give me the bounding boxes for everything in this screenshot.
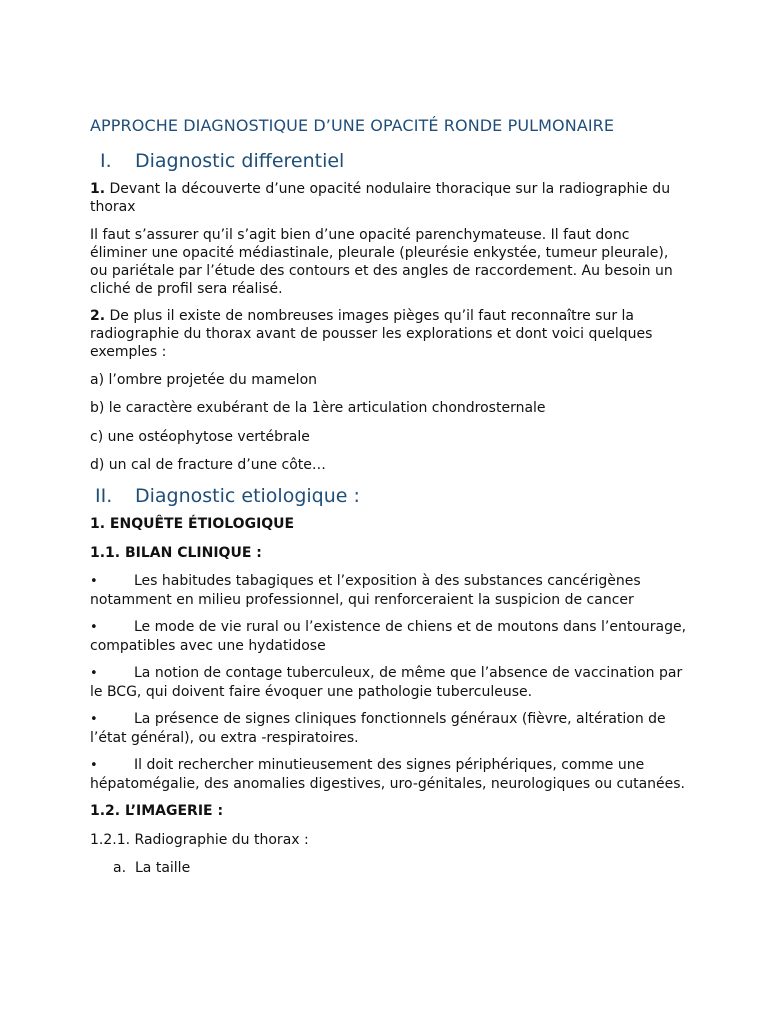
subheading-radiographie: 1.2.1. Radiographie du thorax : [90,832,309,848]
paragraph-1-text: Devant la découverte d’une opacité nodulaire thoracique sur la radiographie du thorax [90,181,671,215]
alpha-list-letter: a. [113,860,127,876]
example-item: b) le caractère exubérant de la 1ère articulation chondrosternale [90,400,546,416]
bullet-text: Les habitudes tabagiques et l’exposition à des substances cancérigènes notamment en milieu professionnel, qui renforceraient la suspicion de cancer [90,573,641,608]
paragraph-3-number: 2. [90,308,106,324]
section-2-title: Diagnostic etiologique : [135,485,360,507]
bullet-text: La notion de contage tuberculeux, de même que l’absence de vaccination par le BCG, qui doivent faire évoquer une pathologie tuberculeuse. [90,665,683,700]
subheading-enquete: 1. ENQUÊTE ÉTIOLOGIQUE [90,516,295,532]
bullet-icon: • [90,758,98,773]
bullet-item [90,618,690,655]
bullet-icon: • [90,620,98,635]
paragraph-2: Il faut s’assurer qu’il s’agit bien d’une opacité parenchymateuse. Il faut donc éliminer une opacité médiastinale, pleurale (pleurésie enkystée, tumeur pleurale), ou pariétale par l’étude des contours et des angles de raccordement. Au besoin un cliché de profil sera réalisé. [90,227,673,297]
bullet-icon: • [90,666,98,681]
example-item: a) l’ombre projetée du mamelon [90,372,318,388]
paragraph-3 [90,307,690,361]
bullet-text: Il doit rechercher minutieusement des signes périphériques, comme une hépatomégalie, des anomalies digestives, uro-génitales, neurologiques ou cutanées. [90,757,685,792]
section-1-title: Diagnostic differentiel [135,150,345,172]
bullet-item [90,572,690,609]
alpha-list-item [113,859,190,877]
bullet-text: La présence de signes cliniques fonctionnels généraux (fièvre, altération de l’état général), ou extra -respiratoires. [90,711,666,746]
section-1-heading [90,150,344,172]
bullet-item [90,710,690,747]
paragraph-1-number: 1. [90,181,106,197]
section-2-heading [90,485,360,507]
example-item: d) un cal de fracture d’une côte… [90,457,326,473]
document-title: APPROCHE DIAGNOSTIQUE D’UNE OPACITÉ RONDE PULMONAIRE [90,116,615,135]
bullet-text: Le mode de vie rural ou l’existence de chiens et de moutons dans l’entourage, compatibles avec une hydatidose [90,619,687,654]
bullet-item [90,664,690,701]
paragraph-1 [90,180,690,216]
subheading-bilan-clinique: 1.1. BILAN CLINIQUE : [90,545,262,561]
bullet-item [90,756,690,793]
section-1-number: I. [100,150,112,172]
alpha-list-text: La taille [135,860,191,876]
bullet-icon: • [90,712,98,727]
example-item: c) une ostéophytose vertébrale [90,429,310,445]
subheading-imagerie: 1.2. L’IMAGERIE : [90,803,224,819]
section-2-number: II. [95,485,113,507]
paragraph-3-text: De plus il existe de nombreuses images pièges qu’il faut reconnaître sur la radiographie du thorax avant de pousser les explorations et dont voici quelques exemples : [90,308,653,360]
bullet-icon: • [90,574,98,589]
